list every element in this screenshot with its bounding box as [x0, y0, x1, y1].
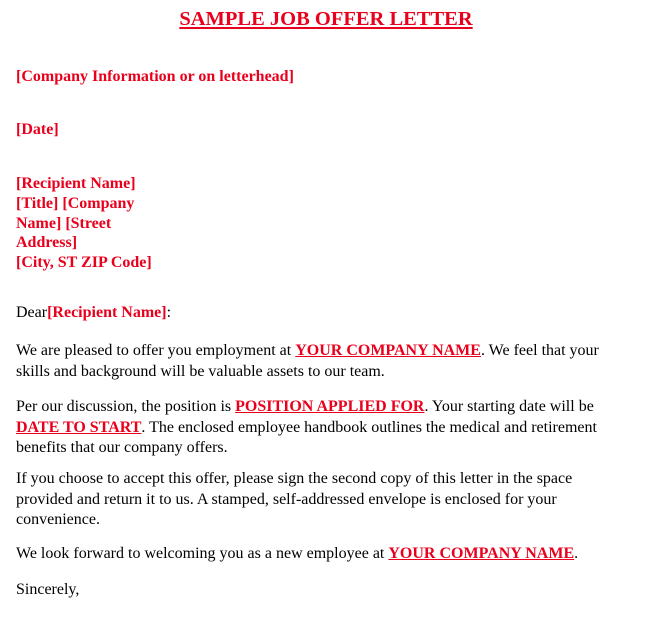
position-placeholder: POSITION APPLIED FOR — [235, 398, 425, 415]
address-line: [City, ST ZIP Code] — [16, 254, 152, 272]
recipient-address-block — [16, 174, 166, 273]
paragraph-text: We are pleased to offer you employment at — [16, 342, 296, 359]
closing: Sincerely, — [16, 581, 80, 598]
paragraph-acceptance: If you choose to accept this offer, please sign the second copy of this letter in the space provided and return it to us. A stamped, self-addressed envelope is enclosed for your convenience. — [16, 470, 573, 528]
paragraph-text: Per our discussion, the position is — [16, 398, 236, 415]
paragraph-text: . — [574, 545, 579, 562]
address-line: [Title] [Company — [16, 194, 135, 212]
address-line: Address] — [16, 234, 78, 252]
document-title: SAMPLE JOB OFFER LETTER — [179, 8, 473, 30]
paragraph-position — [16, 397, 616, 459]
salutation — [16, 303, 616, 324]
paragraph-text: . The enclosed employee handbook outlines the medical and retirement benefits that our company offers. — [16, 418, 597, 456]
company-info-placeholder: [Company Information or on letterhead] — [16, 68, 294, 85]
salutation-recipient-name: [Recipient Name] — [47, 304, 167, 321]
paragraph-welcome — [16, 544, 616, 565]
paragraph-text: . We feel that your skills and background will be valuable assets to our team. — [16, 342, 599, 380]
paragraph-text: We look forward to welcoming you as a new employee at — [16, 545, 389, 562]
company-name-placeholder: YOUR COMPANY NAME — [295, 342, 481, 359]
company-name-placeholder: YOUR COMPANY NAME — [388, 545, 575, 562]
address-line: [Recipient Name] — [16, 175, 136, 192]
salutation-suffix: : — [166, 304, 172, 321]
salutation-prefix: Dear — [16, 304, 48, 321]
paragraph-text: . Your starting date will be — [424, 398, 594, 415]
date-placeholder: [Date] — [16, 121, 59, 138]
start-date-placeholder: DATE TO START — [16, 418, 142, 436]
paragraph-offer — [16, 341, 616, 382]
address-line: Name] [Street — [16, 214, 112, 232]
